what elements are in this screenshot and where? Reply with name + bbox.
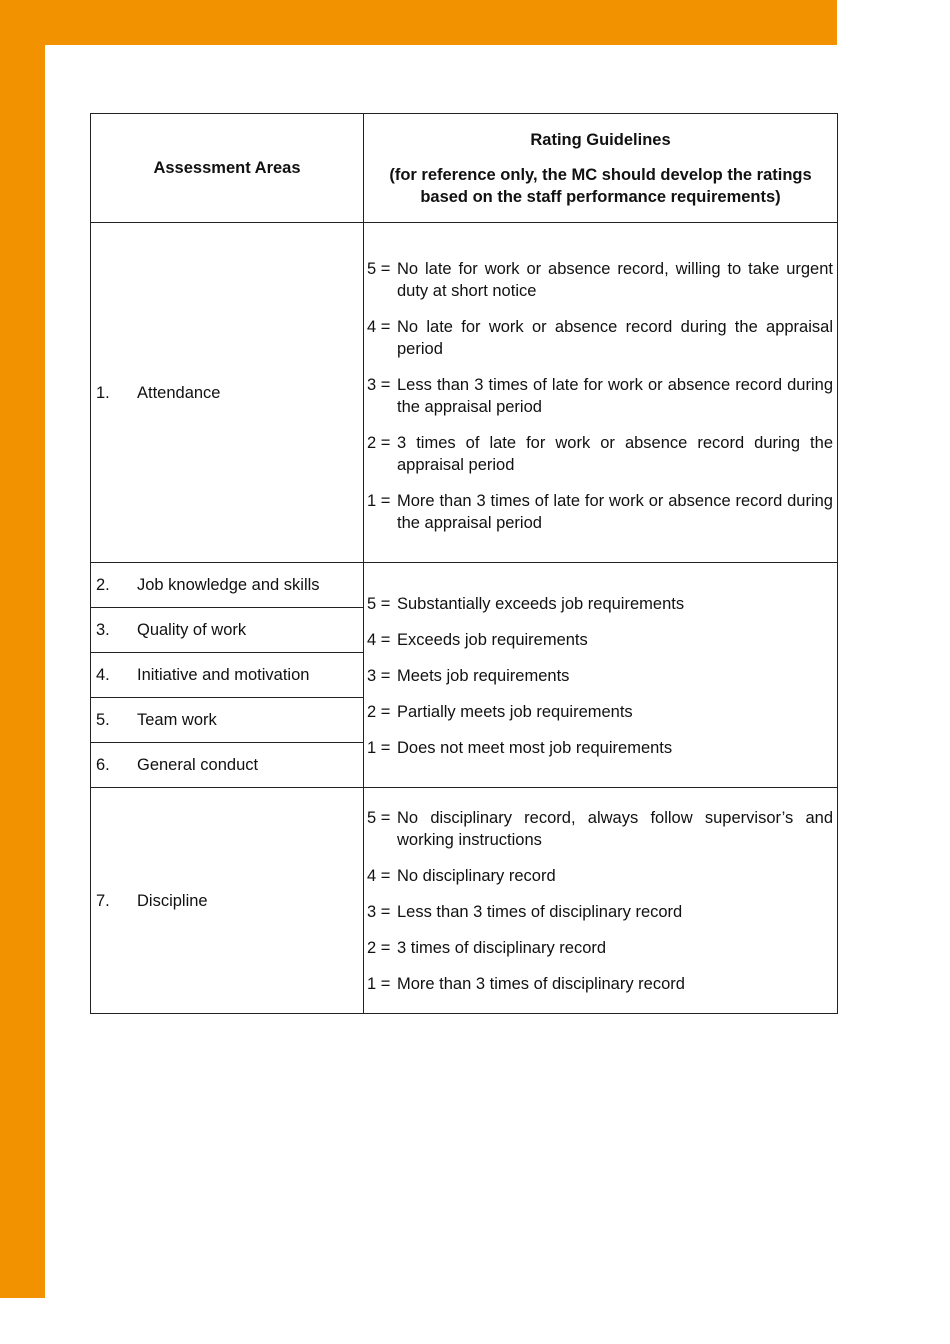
rating-guidelines-note: (for reference only, the MC should develop the ratings based on the staff performance requirements): [389, 165, 812, 206]
rating-score: 2 =: [367, 703, 391, 721]
rating-item: [364, 258, 837, 302]
rating-item: [364, 374, 837, 418]
rating-score: 1 =: [367, 739, 391, 757]
area-cell-job-knowledge: [91, 563, 364, 608]
rating-text: Substantially exceeds job requirements: [397, 595, 685, 613]
rating-score: 5 =: [367, 808, 391, 827]
rating-score: 3 =: [367, 902, 391, 921]
area-label: Discipline: [137, 891, 208, 910]
rating-score: 3 =: [367, 375, 391, 394]
rating-score: 3 =: [367, 667, 391, 685]
rating-score: 2 =: [367, 938, 391, 957]
area-label: Job knowledge and skills: [137, 576, 320, 594]
area-number: 7.: [96, 891, 110, 910]
area-label: General conduct: [137, 756, 259, 774]
area-number: 3.: [96, 621, 110, 639]
area-cell-attendance: [91, 223, 364, 563]
rating-score: 1 =: [367, 974, 391, 993]
rating-item: [364, 593, 837, 615]
rating-text: Exceeds job requirements: [397, 631, 588, 649]
rating-item: [364, 490, 837, 534]
rating-text: No disciplinary record: [397, 866, 556, 885]
area-number: 5.: [96, 711, 110, 729]
assessment-areas-header: Assessment Areas: [91, 114, 364, 223]
rating-item: [364, 665, 837, 687]
rating-item: [364, 901, 837, 923]
area-label: Team work: [137, 711, 217, 729]
rating-score: 1 =: [367, 491, 391, 510]
rating-item: [364, 737, 837, 759]
area-label: Quality of work: [137, 621, 247, 639]
discipline-ratings: [364, 788, 838, 1014]
area-number: 2.: [96, 576, 110, 594]
area-cell-general-conduct: [91, 743, 364, 788]
table-row: [91, 563, 838, 608]
rating-score: 4 =: [367, 866, 391, 885]
general-ratings: [364, 563, 838, 788]
rating-text: Meets job requirements: [397, 667, 570, 685]
rating-item: [364, 316, 837, 360]
table-header-row: [91, 114, 838, 223]
area-number: 4.: [96, 666, 110, 684]
area-cell-team-work: [91, 698, 364, 743]
orange-left-band: [0, 0, 45, 1298]
table-row: [91, 788, 838, 1014]
area-label: Attendance: [137, 383, 221, 402]
rating-item: [364, 865, 837, 887]
rating-text: More than 3 times of late for work or absence record during the appraisal period: [397, 491, 833, 532]
rating-text: 3 times of disciplinary record: [397, 938, 607, 957]
rating-text: 3 times of late for work or absence record during the appraisal period: [397, 433, 833, 474]
area-cell-discipline: [91, 788, 364, 1014]
rating-guidelines-header: [364, 114, 838, 223]
rating-text: More than 3 times of disciplinary record: [397, 974, 685, 993]
area-cell-initiative: [91, 653, 364, 698]
area-label: Initiative and motivation: [137, 666, 310, 684]
rating-score: 2 =: [367, 433, 391, 452]
rating-score: 5 =: [367, 595, 391, 613]
rating-score: 4 =: [367, 317, 391, 336]
table-row: [91, 223, 838, 563]
rating-item: [364, 973, 837, 995]
attendance-ratings: [364, 223, 838, 563]
area-cell-quality-of-work: [91, 608, 364, 653]
rating-guidelines-table: [90, 113, 838, 1014]
rating-text: No disciplinary record, always follow supervisor’s and working instructions: [397, 808, 833, 849]
rating-item: [364, 701, 837, 723]
rating-text: No late for work or absence record, willing to take urgent duty at short notice: [397, 259, 833, 300]
rating-item: [364, 807, 837, 851]
rating-text: Less than 3 times of disciplinary record: [397, 902, 683, 921]
rating-item: [364, 629, 837, 651]
rating-text: Partially meets job requirements: [397, 703, 633, 721]
area-number: 6.: [96, 756, 110, 774]
area-number: 1.: [96, 383, 110, 402]
rating-text: Less than 3 times of late for work or absence record during the appraisal period: [397, 375, 833, 416]
rating-text: No late for work or absence record during the appraisal period: [397, 317, 833, 358]
orange-top-band: [0, 0, 837, 45]
rating-item: [364, 432, 837, 476]
rating-score: 5 =: [367, 259, 391, 278]
rating-text: Does not meet most job requirements: [397, 739, 673, 757]
rating-score: 4 =: [367, 631, 391, 649]
rating-guidelines-title: Rating Guidelines: [530, 130, 671, 149]
rating-item: [364, 937, 837, 959]
